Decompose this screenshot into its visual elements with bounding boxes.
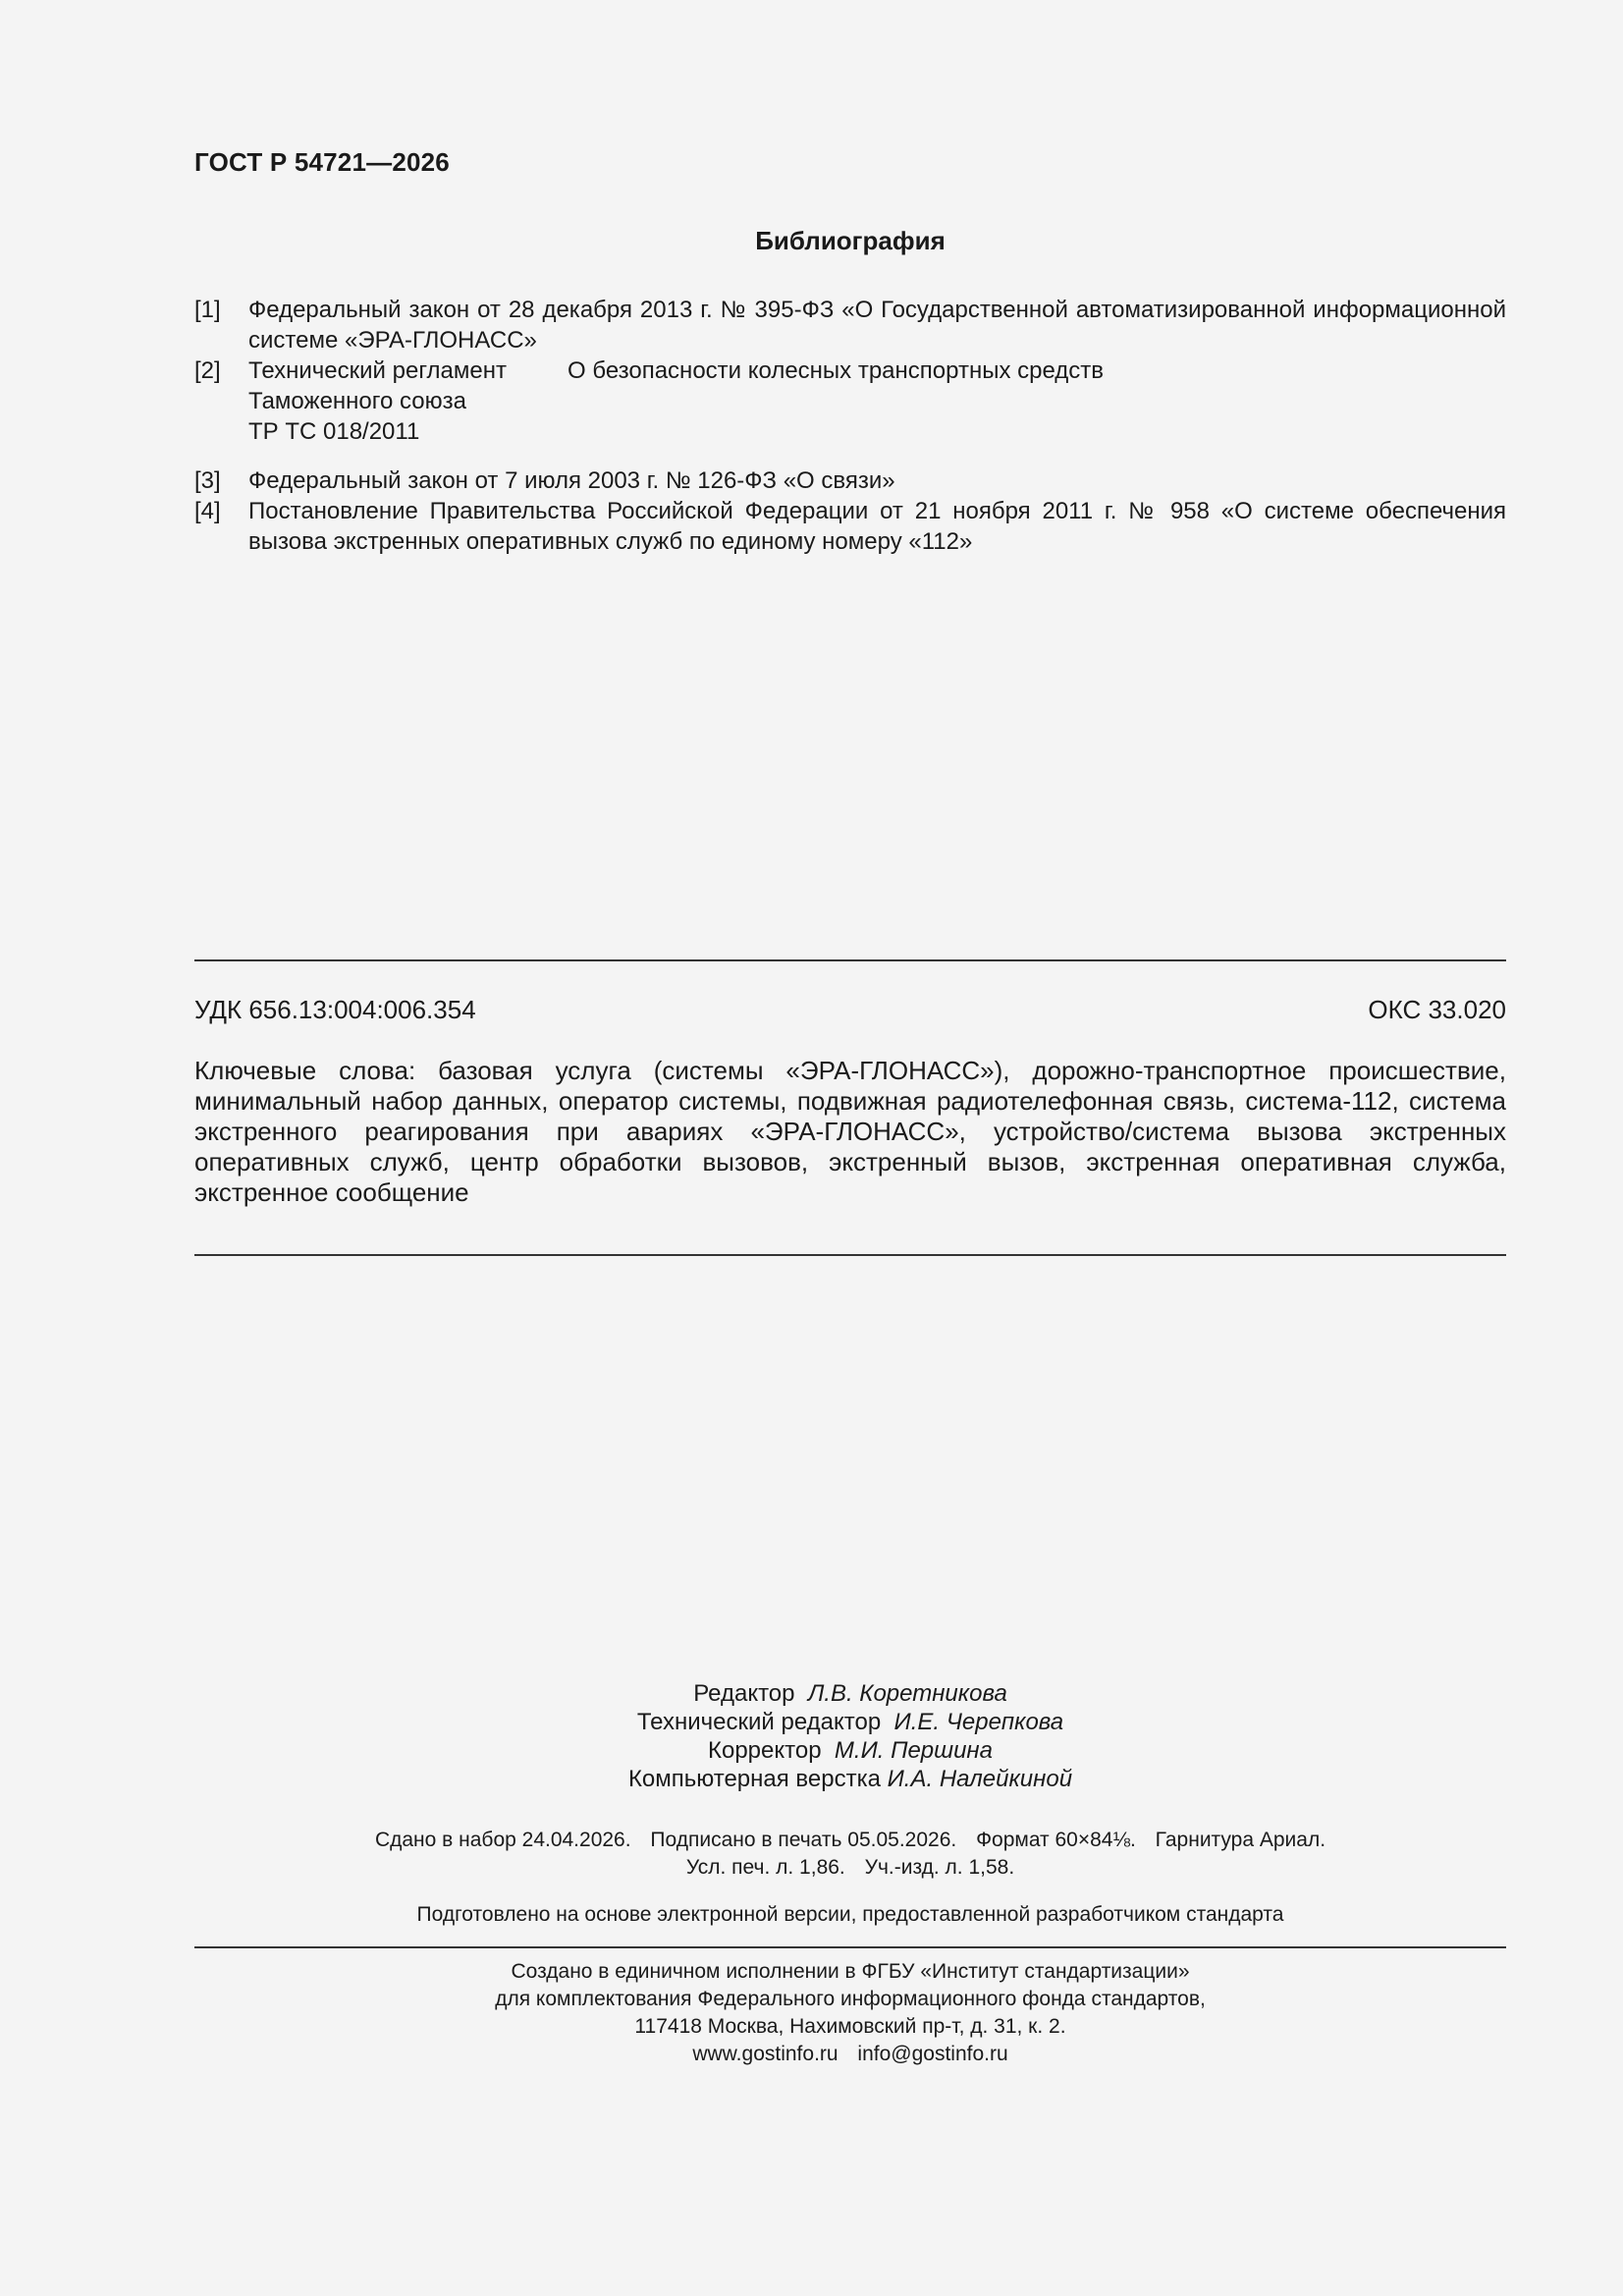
- reference-item: [194, 465, 1506, 496]
- reference-text: Федеральный закон от 7 июля 2003 г. № 126-ФЗ «О связи»: [248, 467, 895, 494]
- created-info: [194, 1958, 1506, 2068]
- regulation-line: ТР ТС 018/2011: [248, 418, 420, 445]
- credit-name: И.А. Налейкиной: [887, 1766, 1073, 1792]
- regulation-designation: [248, 355, 568, 447]
- reference-list: [194, 295, 1506, 557]
- credit-name: М.И. Першина: [834, 1737, 993, 1764]
- credit-line: [194, 1765, 1506, 1793]
- print-sheets: Усл. печ. л. 1,86.: [685, 1856, 845, 1879]
- reference-item: [194, 496, 1506, 557]
- keywords: Ключевые слова: базовая услуга (системы «ЭРА-ГЛОНАСС»), дорожно-транспортное происшествие, минимальный набор данных, оператор системы, подвижная радиотелефонная связь, система-112, система экстренного реагирования при авариях «ЭРА-ГЛОНАСС», устройство/система вызова экстренных оперативных служб, центр обработки вызовов, экстренный вызов, экстренная оперативная служба, экстренное сообщение: [194, 1056, 1506, 1207]
- website-link[interactable]: www.gostinfo.ru: [692, 2043, 839, 2065]
- reference-item: [194, 295, 1506, 355]
- created-line: Создано в единичном исполнении в ФГБУ «Институт стандартизации»: [511, 1960, 1190, 1983]
- divider-keywords: [194, 1254, 1506, 1256]
- publication-info: [194, 1827, 1506, 1882]
- credit-role: Компьютерная верстка: [627, 1766, 881, 1792]
- publication-line: [194, 1827, 1506, 1854]
- regulation-line: Технический регламент: [248, 357, 507, 384]
- classification-row: [194, 995, 1506, 1025]
- standard-code: ГОСТ Р 54721—2026: [194, 147, 450, 177]
- credit-role: Редактор: [693, 1680, 795, 1707]
- regulation-line: Таможенного союза: [248, 388, 466, 414]
- credit-line: [194, 1736, 1506, 1765]
- created-line: для комплектования Федерального информационного фонда стандартов,: [495, 1988, 1206, 2010]
- credit-name: Л.В. Коретникова: [807, 1680, 1007, 1707]
- credit-role: Корректор: [708, 1737, 822, 1764]
- publisher-sheets: Уч.-изд. л. 1,58.: [864, 1856, 1015, 1879]
- oks-code: ОКС 33.020: [1368, 995, 1506, 1024]
- paper-format: Формат 60×84⅛.: [976, 1829, 1136, 1851]
- credits-block: [194, 1679, 1506, 1793]
- reference-number: [3]: [194, 467, 221, 494]
- email-link[interactable]: info@gostinfo.ru: [857, 2043, 1008, 2065]
- typeset-date: Сдано в набор 24.04.2026.: [374, 1829, 631, 1851]
- reference-text: Федеральный закон от 28 декабря 2013 г. № 395-ФЗ «О Государственной автоматизированной информационной системе «ЭРА-ГЛОНАСС»: [248, 297, 1506, 354]
- udk-code: УДК 656.13:004:006.354: [194, 995, 476, 1024]
- bibliography-title: Библиография: [755, 226, 946, 255]
- reference-body: [248, 355, 1506, 447]
- prepared-note: Подготовлено на основе электронной версии, предоставленной разработчиком стандарта: [416, 1903, 1284, 1926]
- publication-line: [194, 1854, 1506, 1882]
- reference-item: [194, 355, 1506, 447]
- reference-number: [1]: [194, 297, 221, 323]
- credit-line: [194, 1679, 1506, 1708]
- divider-bottom: [194, 1946, 1506, 1948]
- divider-top: [194, 959, 1506, 961]
- typeface: Гарнитура Ариал.: [1155, 1829, 1326, 1851]
- contacts-line: [194, 2041, 1506, 2068]
- credit-name: И.Е. Черепкова: [893, 1709, 1064, 1735]
- reference-number: [4]: [194, 498, 221, 524]
- created-line: 117418 Москва, Нахимовский пр-т, д. 31, к. 2.: [634, 2015, 1066, 2038]
- regulation-title: О безопасности колесных транспортных средств: [568, 357, 1105, 384]
- reference-text: Постановление Правительства Российской Федерации от 21 ноября 2011 г. № 958 «О системе обеспечения вызова экстренных оперативных служб по единому номеру «112»: [248, 498, 1506, 555]
- reference-number: [2]: [194, 357, 221, 384]
- signed-date: Подписано в печать 05.05.2026.: [650, 1829, 957, 1851]
- credit-role: Технический редактор: [636, 1709, 882, 1735]
- credit-line: [194, 1708, 1506, 1736]
